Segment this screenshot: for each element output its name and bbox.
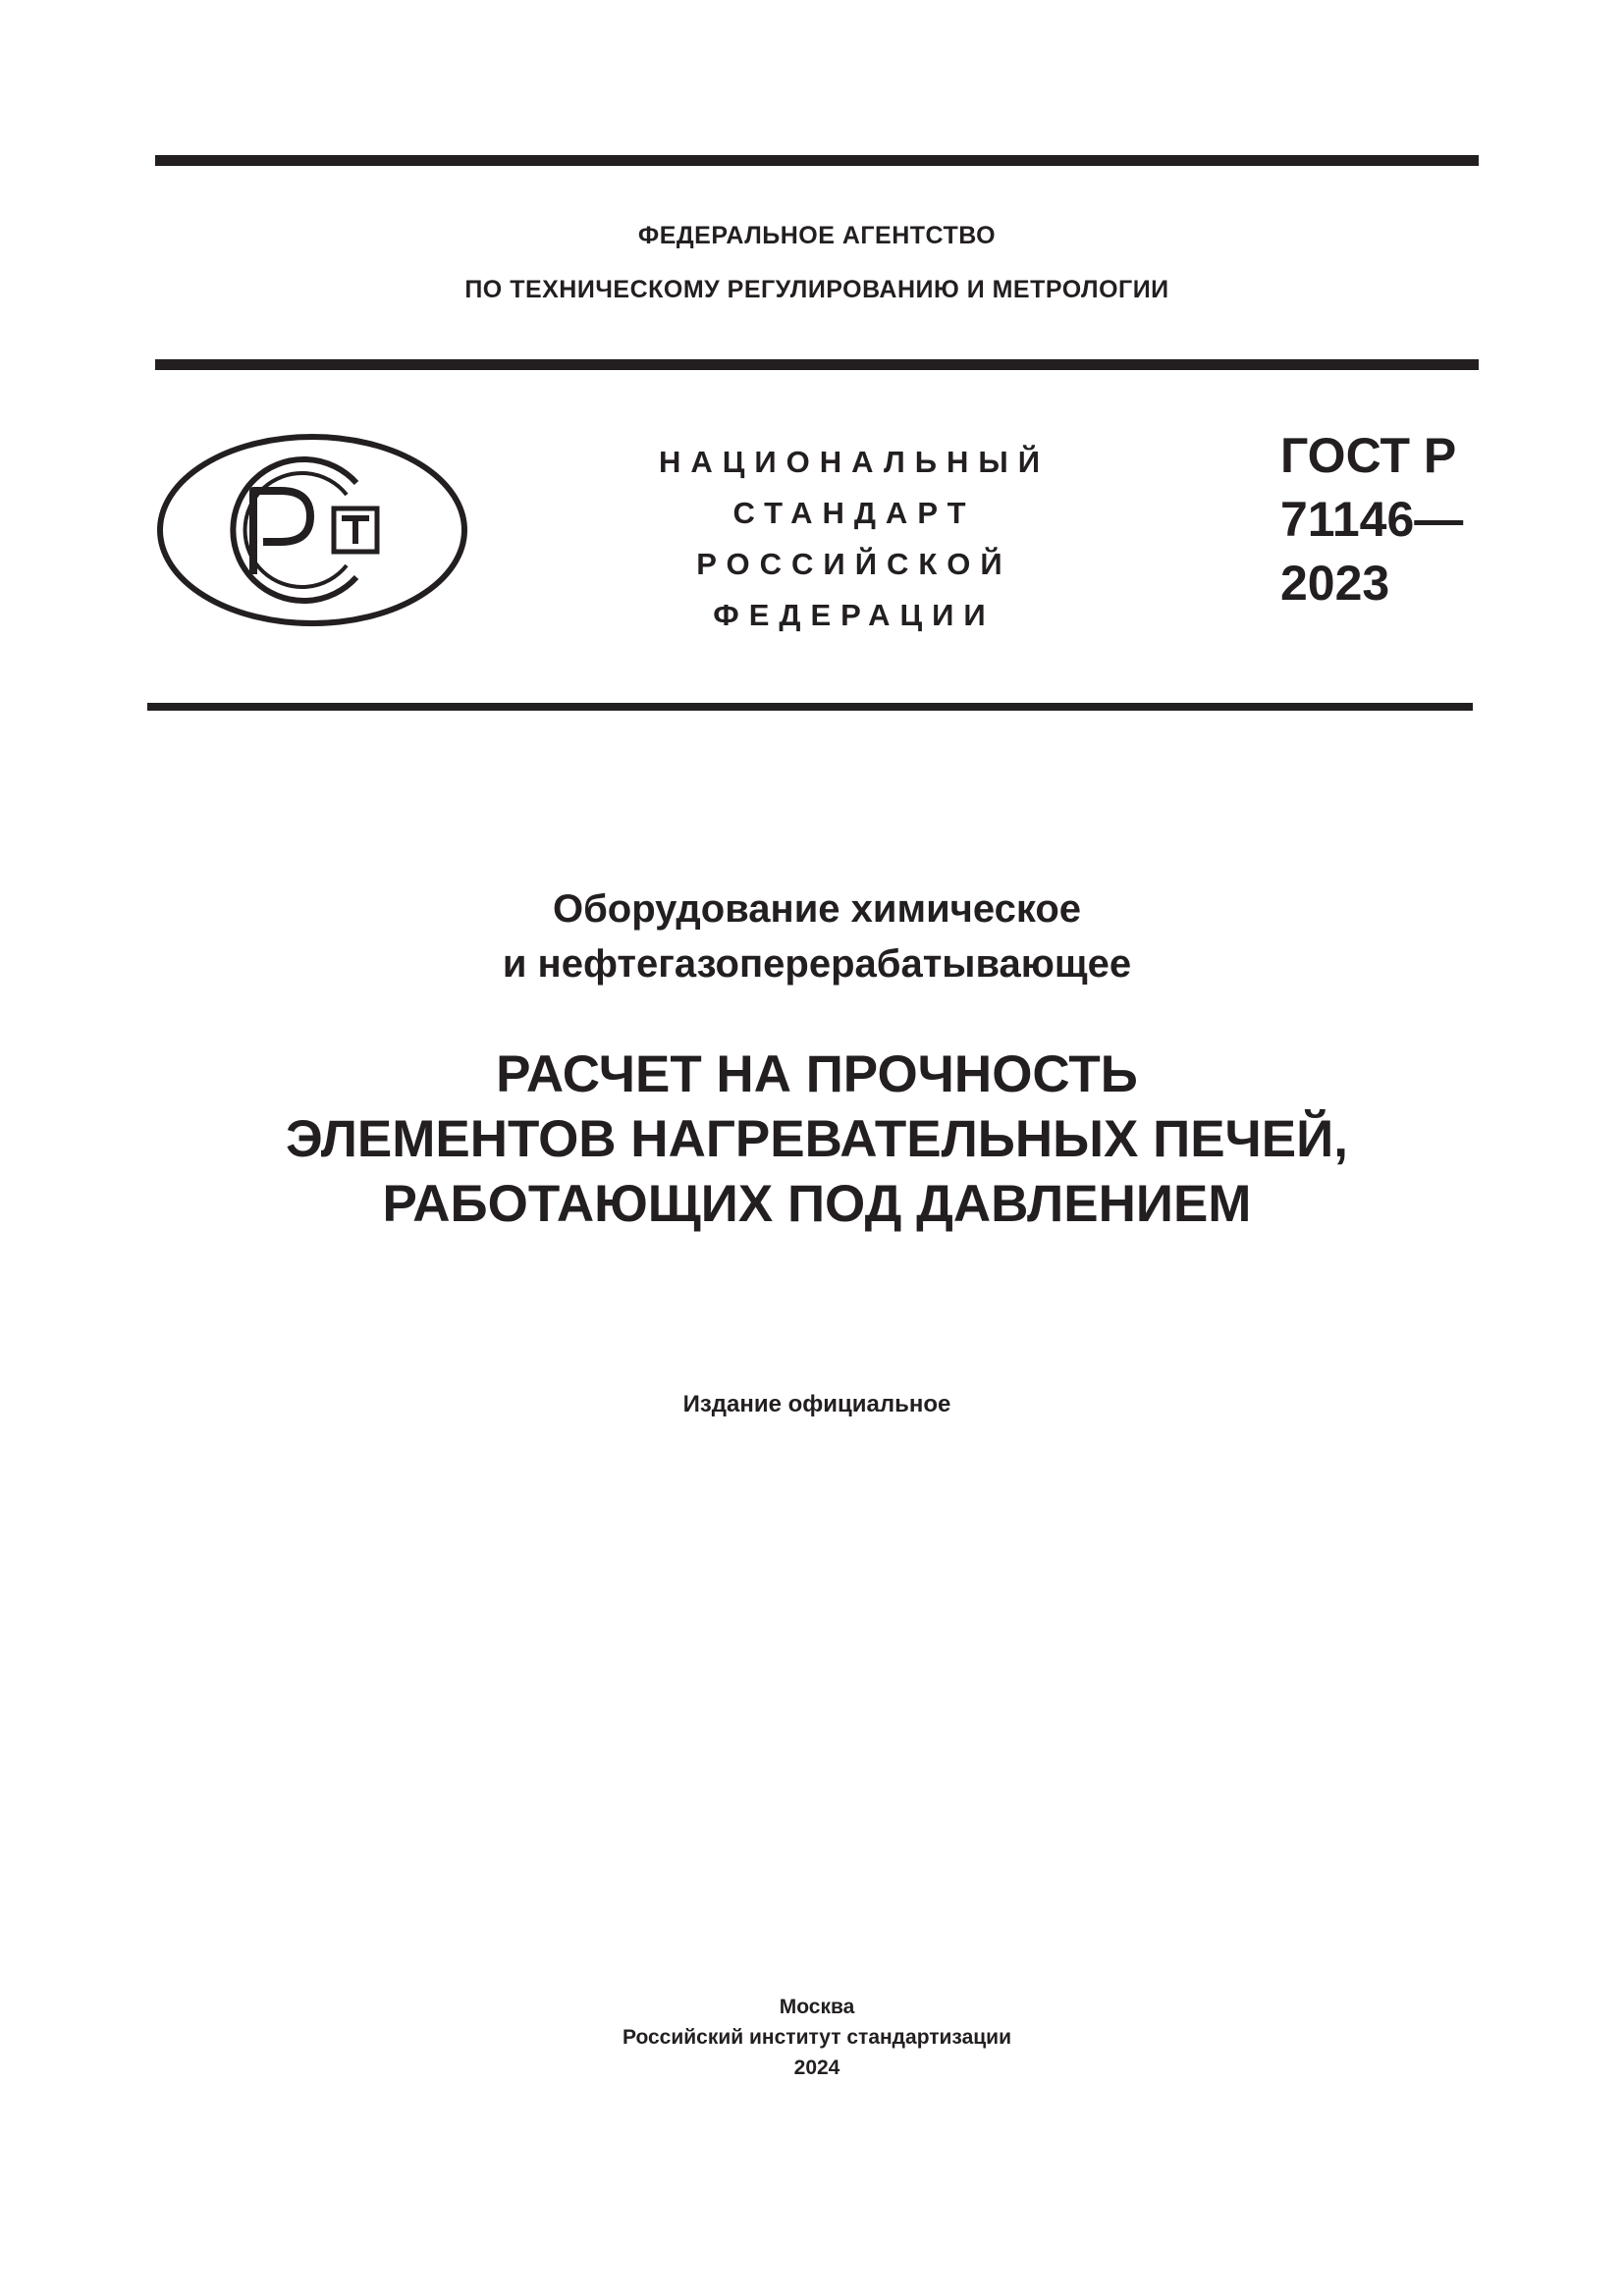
middle-rule — [155, 359, 1479, 370]
imprint-publisher: Российский институт стандартизации — [622, 2026, 1012, 2049]
standard-designation — [1280, 424, 1463, 615]
designation-line-3: 2023 — [1280, 556, 1390, 611]
imprint-city: Москва — [779, 1996, 855, 2018]
designation-line-1: ГОСТ Р — [1280, 428, 1457, 483]
imprint-year: 2024 — [793, 2056, 840, 2079]
standard-type-line-3: РОССИЙСКОЙ — [696, 547, 1012, 581]
title-line-1: РАСЧЕТ НА ПРОЧНОСТЬ — [496, 1045, 1138, 1103]
top-rule — [155, 155, 1479, 166]
document-title — [155, 1042, 1479, 1237]
agency-name-line-1: ФЕДЕРАЛЬНОЕ АГЕНТСТВО — [637, 222, 997, 249]
designation-line-2: 71146— — [1280, 492, 1464, 547]
rst-logo-icon — [155, 432, 469, 628]
standard-type-line-2: СТАНДАРТ — [732, 496, 976, 530]
title-line-2: ЭЛЕМЕНТОВ НАГРЕВАТЕЛЬНЫХ ПЕЧЕЙ, — [286, 1110, 1348, 1168]
standard-type-line-4: ФЕДЕРАЦИИ — [713, 598, 996, 632]
agency-name-line-2: ПО ТЕХНИЧЕСКОМУ РЕГУЛИРОВАНИЮ И МЕТРОЛОГИИ — [464, 276, 1169, 303]
title-line-3: РАБОТАЮЩИХ ПОД ДАВЛЕНИЕМ — [382, 1175, 1252, 1233]
bottom-rule — [147, 703, 1473, 711]
subtitle-line-2: и нефтегазоперерабатывающее — [502, 942, 1132, 986]
edition-label: Издание официальное — [682, 1391, 951, 1417]
publisher-imprint — [155, 1992, 1479, 2083]
standard-type-block — [609, 437, 1100, 641]
subtitle-line-1: Оборудование химическое — [552, 887, 1082, 931]
standard-type-line-1: НАЦИОНАЛЬНЫЙ — [658, 445, 1051, 479]
document-subtitle — [155, 881, 1479, 991]
